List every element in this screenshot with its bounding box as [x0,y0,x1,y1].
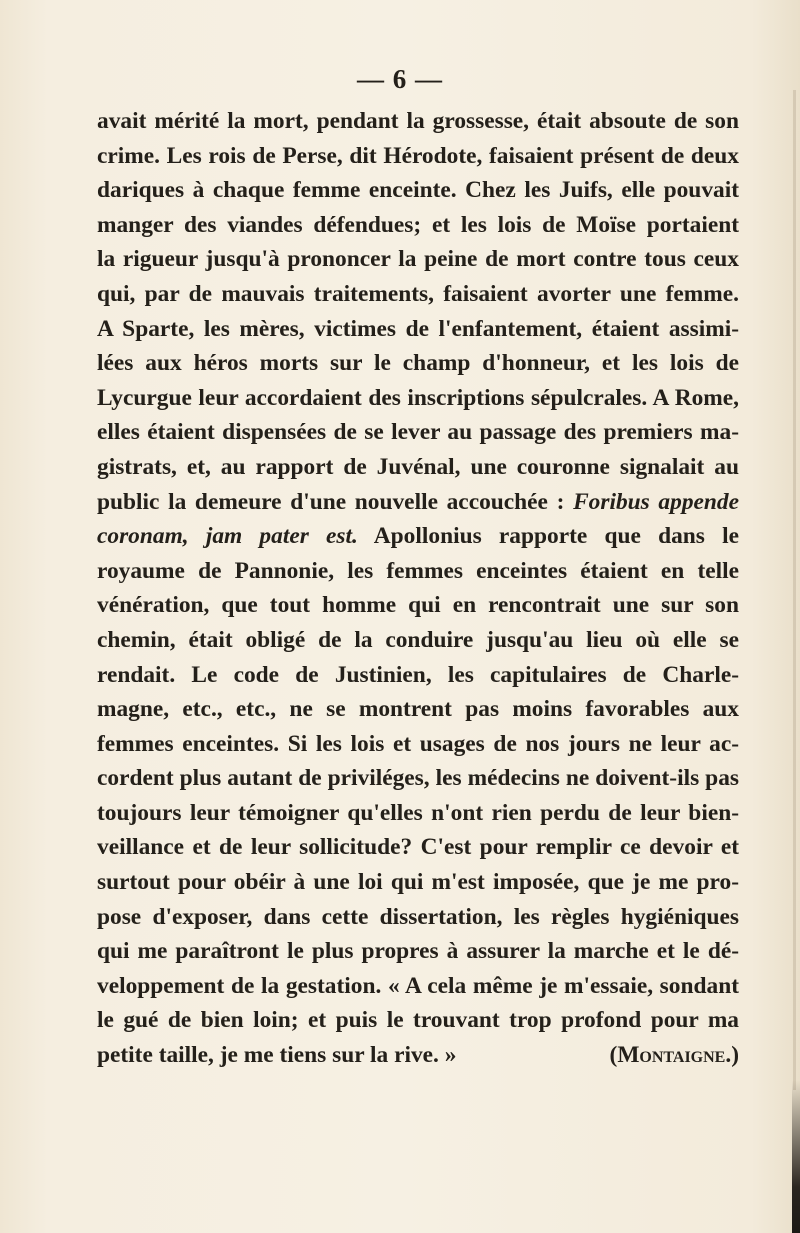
text-line: toujours leur témoigner qu'elles n'ont rien perdu de leur bien- [97,799,739,826]
text-line: Lycurgue leur accordaient des inscriptions sépulcrales. A Rome, [97,384,739,411]
text-line: qui, par de mauvais traitements, faisaient avorter une femme. [97,280,739,307]
page-edge-shadow [792,1080,800,1233]
latin-quote: coronam, jam pater est. [97,523,358,550]
text-line: elles étaient dispensées de se lever au passage des premiers ma- [97,419,739,446]
text-line: veloppement de la gestation. « A cela même je m'essaie, sondant [97,972,739,999]
text-line: crime. Les rois de Perse, dit Hérodote, faisaient présent de deux [97,142,739,169]
body-text [97,104,739,1073]
text-line [97,519,739,554]
text-line: dariques à chaque femme enceinte. Chez les Juifs, elle pouvait [97,177,739,204]
text-line: royaume de Pannonie, les femmes enceintes étaient en telle [97,557,739,584]
text-line: manger des viandes défendues; et les lois de Moïse portaient [97,211,739,238]
text-line: gistrats, et, au rapport de Juvénal, une couronne signalait au [97,453,739,480]
text-line: rendait. Le code de Justinien, les capitulaires de Charle- [97,661,739,688]
text-segment: public la demeure d'une nouvelle accouchée : [97,488,565,515]
text-line [97,485,739,520]
text-line [97,1038,739,1073]
text-line: femmes enceintes. Si les lois et usages de nos jours ne leur ac- [97,730,739,757]
text-line: lées aux héros morts sur le champ d'honneur, et les lois de [97,350,739,377]
text-segment: petite taille, je me tiens sur la rive. » [97,1042,457,1069]
page-number: — 6 — [357,64,443,94]
text-line: cordent plus autant de priviléges, les médecins ne doivent-ils pas [97,765,739,792]
latin-quote: Foribus appende [573,488,739,515]
text-line: pose d'exposer, dans cette dissertation, les règles hygiéniques [97,903,739,930]
text-line: magne, etc., etc., ne se montrent pas moins favorables aux [97,696,739,723]
text-line: vénération, que tout homme qui en rencontrait une sur son [97,592,739,619]
text-line: surtout pour obéir à une loi qui m'est imposée, que je me pro- [97,869,739,896]
text-line: chemin, était obligé de la conduire jusqu'au lieu où elle se [97,626,739,653]
page-edge-stain [793,90,796,1090]
text-line: A Sparte, les mères, victimes de l'enfantement, étaient assimi- [97,315,739,342]
text-line: le gué de bien loin; et puis le trouvant trop profond pour ma [97,1007,739,1034]
signature: (Montaigne.) [609,1042,739,1069]
text-line: la rigueur jusqu'à prononcer la peine de mort contre tous ceux [97,246,739,273]
text-line: avait mérité la mort, pendant la grossesse, était absoute de son [97,108,739,134]
text-line: veillance et de leur sollicitude? C'est pour remplir ce devoir et [97,834,739,861]
text-segment: Apollonius rapporte que dans le [373,523,739,550]
text-line: qui me paraîtront le plus propres à assurer la marche et le dé- [97,938,739,965]
